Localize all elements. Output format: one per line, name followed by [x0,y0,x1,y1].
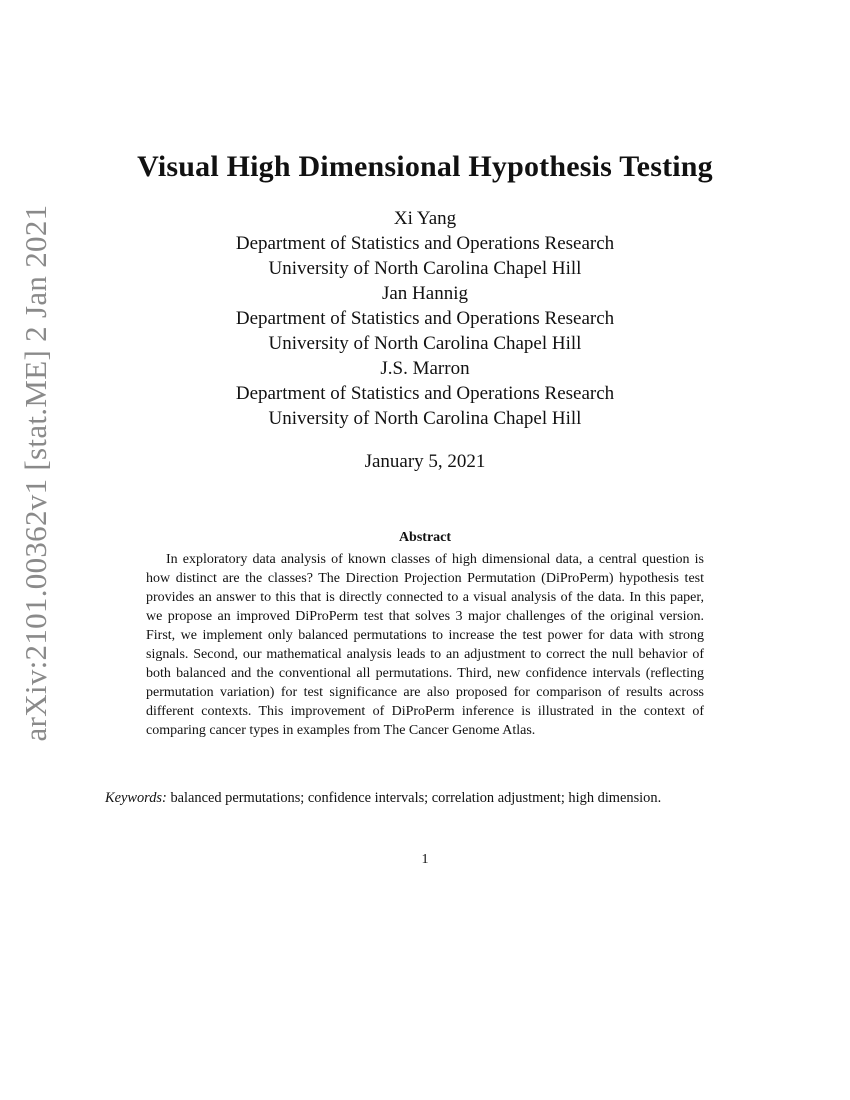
author-department: Department of Statistics and Operations Research [235,233,615,254]
author-name: Jan Hannig [381,283,468,304]
author-institution: University of North Carolina Chapel Hill [268,258,582,279]
author-department: Department of Statistics and Operations Research [235,308,615,329]
author-department: Department of Statistics and Operations Research [235,383,615,404]
author-name: J.S. Marron [380,358,470,379]
page-number: 1 [421,852,429,867]
paper-title: Visual High Dimensional Hypothesis Testing [137,150,713,183]
keywords-label: Keywords: [105,790,167,806]
arxiv-stamp-text: arXiv:2101.00362v1 [stat.ME] 2 Jan 2021 [18,204,53,742]
author-institution: University of North Carolina Chapel Hill [268,333,582,354]
abstract-heading: Abstract [398,530,452,545]
keywords-text: balanced permutations; confidence intervals; correlation adjustment; high dimension. [170,790,662,806]
author-institution: University of North Carolina Chapel Hill [268,408,582,429]
abstract-text: In exploratory data analysis of known classes of high dimensional data, a central question is how distinct are the classes? The Direction Projection Permutation (DiProPerm) hypothesis test provides an answer to this that is directly connected to a visual analysis of the data. In this paper, we propose an improved DiProPerm test that solves 3 major challenges of the original version. First, we implement only balanced permutations to increase the test power for data with strong signals. Second, our mathematical analysis leads to an adjustment to correct the null behavior of both balanced and the conventional all permutations. Third, new confidence intervals (reflecting permutation variation) for test significance are also proposed for comparison of results across different contexts. This improvement of DiProPerm inference is illustrated in the context of comparing cancer types in examples from The Cancer Genome Atlas. [146,552,704,738]
keywords-section [105,789,746,808]
paper-date: January 5, 2021 [364,451,486,472]
author-name: Xi Yang [393,208,457,229]
